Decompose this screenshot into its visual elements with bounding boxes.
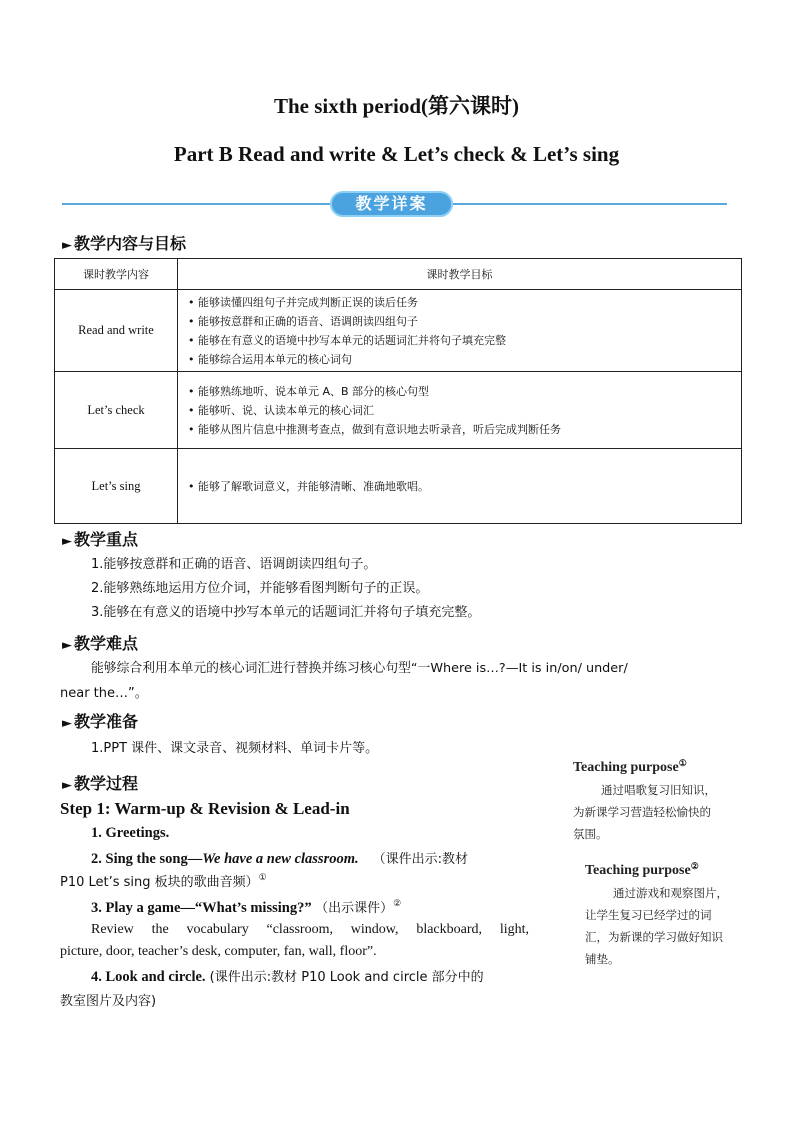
note-line: 汇，为新课的学习做好知识: [585, 929, 723, 944]
step-item-note: 教室图片及内容): [60, 994, 157, 1009]
banner-line-right: [453, 203, 727, 205]
goal-item: • 能够读懂四组句子并完成判断正误的读后任务: [188, 295, 418, 309]
footnote-mark: ①: [258, 872, 267, 883]
key-points-heading: [62, 527, 138, 550]
table-header-row: [55, 259, 742, 290]
step-item-note: (课件出示:教材 P10 Look and circle 部分中的: [205, 970, 484, 985]
difficult-text-line2: near the…”。: [60, 686, 148, 701]
step-item-greetings: [91, 825, 169, 842]
row-content: Let’s check: [55, 372, 178, 449]
goal-item: • 能够听、说、认读本单元的核心词汇: [188, 403, 374, 417]
table-row: [55, 290, 742, 372]
process-heading-text: 教学过程: [74, 774, 139, 793]
triangle-icon: ►: [62, 238, 72, 253]
step-item-note: （出示课件）: [321, 901, 394, 916]
goal-item: • 能够在有意义的语境中抄写本单元的话题词汇并将句子填充完整: [188, 333, 506, 347]
song-title: We have a new classroom.: [202, 851, 359, 867]
note-line: 为新课学习营造轻松愉快的: [573, 804, 711, 819]
teaching-purpose-label: Teaching purpose: [585, 862, 691, 878]
step-item-sing-note: [60, 871, 267, 891]
step-item-look: [91, 966, 484, 986]
footnote-mark: ①: [678, 758, 687, 768]
footnote-mark: ②: [690, 861, 699, 871]
row-goals: [178, 290, 742, 372]
goal-item: • 能够了解歌词意义，并能够清晰、准确地歌唱。: [188, 479, 429, 493]
difficult-heading-text: 教学难点: [74, 634, 139, 653]
goal-item: • 能够从图片信息中推测考查点，做到有意识地去听录音，听后完成判断任务: [188, 422, 561, 436]
triangle-icon: ►: [62, 534, 72, 549]
step1-heading: Step 1: Warm-up & Revision & Lead-in: [60, 799, 350, 818]
prep-text: 1.PPT 课件、课文录音、视频材料、单词卡片等。: [91, 741, 379, 756]
step-item-sing: [91, 848, 468, 868]
prep-heading-text: 教学准备: [74, 712, 139, 731]
header-content: 课时教学内容: [55, 259, 178, 290]
key-point: 1.能够按意群和正确的语音、语调朗读四组句子。: [91, 557, 377, 572]
teaching-purpose-label: Teaching purpose: [573, 759, 679, 775]
note-line: 铺垫。: [585, 951, 620, 966]
step-item-note: P10 Let’s sing 板块的歌曲音频）: [60, 875, 259, 890]
row-goals: [178, 372, 742, 449]
note-line: 让学生复习已经学过的词: [585, 907, 712, 922]
step-item-label: 3. Play a game—“What’s missing?”: [91, 900, 312, 916]
process-heading: [62, 771, 138, 794]
goal-item: • 能够综合运用本单元的核心词句: [188, 352, 352, 366]
step-item-look-note: [60, 990, 156, 1010]
triangle-icon: ►: [62, 716, 72, 731]
difficult-text-line1: 能够综合利用本单元的核心词汇进行替换并练习核心句型“一Where is…?—It is in/on/ under/: [91, 661, 628, 676]
goal-item: • 能够熟练地听、说本单元 A、B 部分的核心句型: [188, 384, 430, 398]
step-item-label: 2. Sing the song—: [91, 851, 203, 867]
review-line2: picture, door, teacher’s desk, computer, fan, wall, floor”.: [60, 944, 377, 959]
banner-line-left: [62, 203, 330, 205]
footnote-mark: ②: [393, 898, 402, 909]
key-point: 2.能够熟练地运用方位介词，并能够看图判断句子的正误。: [91, 581, 429, 596]
page-title: The sixth period(第六课时): [273, 94, 519, 118]
row-content: Let’s sing: [55, 449, 178, 524]
teaching-purpose-note-2: [585, 855, 765, 970]
row-content: Read and write: [55, 290, 178, 372]
step-item-note: （课件出示:教材: [372, 852, 468, 867]
triangle-icon: ►: [62, 638, 72, 653]
key-point: 3.能够在有意义的语境中抄写本单元的话题词汇并将句子填充完整。: [91, 605, 481, 620]
goals-heading-text: 教学内容与目标: [74, 234, 187, 253]
step-item-label: 1. Greetings.: [91, 825, 170, 841]
table-row: [55, 449, 742, 524]
prep-heading: [62, 709, 138, 732]
review-line1: Review the vocabulary “classroom, window, blackboard, light,: [91, 922, 529, 937]
page-subtitle: Part B Read and write & Let’s check & Let’s sing: [173, 142, 620, 166]
step-item-label: 4. Look and circle.: [91, 969, 206, 985]
section-banner: 教学详案: [330, 191, 453, 217]
note-line: 氛围。: [573, 826, 608, 841]
triangle-icon: ►: [62, 778, 72, 793]
step-item-game: [91, 897, 401, 917]
goals-table: [54, 258, 742, 524]
goals-heading: [62, 231, 186, 254]
note-line: 通过唱歌复习旧知识，: [601, 782, 716, 797]
row-goals: [178, 449, 742, 524]
note-line: 通过游戏和观察图片，: [613, 885, 728, 900]
table-row: [55, 372, 742, 449]
header-goals: 课时教学目标: [178, 259, 742, 290]
difficult-heading: [62, 631, 138, 654]
goal-item: • 能够按意群和正确的语音、语调朗读四组句子: [188, 314, 418, 328]
teaching-purpose-note-1: [573, 752, 763, 845]
key-points-heading-text: 教学重点: [74, 530, 139, 549]
